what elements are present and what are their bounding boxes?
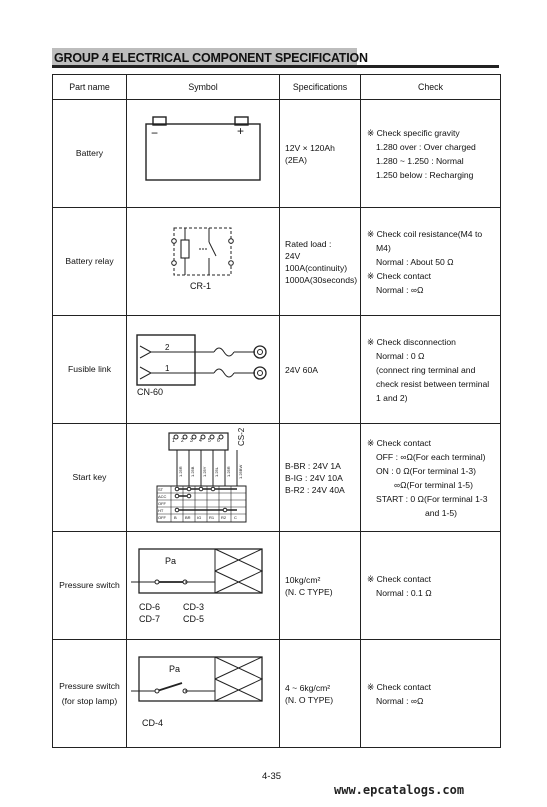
relay-label: CR-1 [190, 281, 212, 291]
wire-label: 1.25BW [238, 464, 243, 479]
connector-label: CD-5 [183, 614, 205, 624]
col-r1-label: R1 [209, 515, 215, 520]
col-ig-label: IG [197, 515, 202, 520]
connector-label: CD-3 [183, 602, 205, 612]
symbol-cell [127, 640, 280, 748]
pin-6-label: 6 [217, 438, 220, 444]
part-name-cell: Start key [53, 424, 127, 532]
wire-label: 1.25R [226, 466, 231, 477]
table-header-row [53, 75, 501, 100]
battery-relay-symbol [127, 208, 280, 315]
specifications-cell: 12V × 120Ah (2EA) [280, 100, 361, 208]
fusible-link-symbol [127, 316, 280, 423]
pos-off-label: OFF [158, 501, 166, 506]
table-row [53, 424, 501, 532]
terminal-1-label: 1 [165, 364, 170, 373]
wire-label: 1.25Y [202, 466, 207, 477]
pressure-label: Pa [165, 556, 177, 566]
terminal-2-label: 2 [165, 343, 170, 352]
table-row [53, 640, 501, 748]
start-key-connector-label: CS-2 [237, 427, 246, 446]
part-name-cell: Battery relay [53, 208, 127, 316]
specifications-cell: 10kg/cm² (N. C TYPE) [280, 532, 361, 640]
battery-plus-mark: + [237, 124, 245, 138]
battery-minus-mark: − [151, 126, 159, 140]
symbol-cell [127, 532, 280, 640]
pressure-switch-no-symbol [127, 640, 280, 747]
part-name-cell: Pressure switch [53, 532, 127, 640]
check-cell: ※ Check contact Normal : 0.1 Ω [361, 532, 501, 640]
specifications-cell: Rated load : 24V 100A(continuity) 1000A(30seconds) [280, 208, 361, 316]
symbol-cell [127, 100, 280, 208]
check-cell: ※ Check coil resistance(M4 to M4) Normal : About 50 Ω ※ Check contact Normal : ∞Ω [361, 208, 501, 316]
pin-5-label: 5 [208, 438, 211, 444]
specifications-cell: 4 ~ 6kg/cm² (N. O TYPE) [280, 640, 361, 748]
check-cell: ※ Check specific gravity 1.280 over : Over charged 1.280 ~ 1.250 : Normal 1.250 below : Recharging [361, 100, 501, 208]
pin-2-label: 2 [181, 438, 184, 444]
part-name-cell: Pressure switch (for stop lamp) [53, 640, 127, 748]
connector-label: CD-6 [139, 602, 161, 612]
check-cell: ※ Check contact Normal : ∞Ω [361, 640, 501, 748]
wire-label: 1.25R [178, 466, 183, 477]
pos-st-label: ST [158, 487, 164, 492]
specifications-cell: B-BR : 24V 1A B-IG : 24V 10A B-R2 : 24V 40A [280, 424, 361, 532]
part-name-cell: Battery [53, 100, 127, 208]
header-specifications: Specifications [280, 75, 361, 100]
header-part-name: Part name [53, 75, 127, 100]
pos-acc-label: ACC [158, 494, 167, 499]
header-check: Check [361, 75, 501, 100]
battery-symbol [127, 100, 280, 207]
specifications-cell: 24V 60A [280, 316, 361, 424]
wire-label: 1.25B [190, 466, 195, 477]
symbol-cell [127, 316, 280, 424]
watermark-text: www.epcatalogs.com [334, 783, 465, 797]
col-b-label: B [174, 515, 177, 520]
table-row [53, 100, 501, 208]
col-br-label: BR [185, 515, 191, 520]
pin-4-label: 4 [199, 438, 202, 444]
page-number: 4-35 [262, 771, 282, 782]
col-c-label: C [234, 515, 237, 520]
pos-ht-label: HT [158, 508, 164, 513]
fusible-link-label: CN-60 [137, 387, 164, 397]
pin-3-label: 3 [190, 438, 193, 444]
part-name-cell: Fusible link [53, 316, 127, 424]
table-row [53, 532, 501, 640]
col-r2-label: R2 [221, 515, 227, 520]
pressure-label: Pa [169, 664, 181, 674]
pos-off2-label: OFF [158, 515, 166, 520]
symbol-cell [127, 208, 280, 316]
wire-label: 1.25L [214, 466, 219, 477]
group-title: GROUP 4 ELECTRICAL COMPONENT SPECIFICATION [52, 48, 499, 68]
header-symbol: Symbol [127, 75, 280, 100]
connector-label: CD-4 [142, 718, 164, 728]
spec-table [52, 74, 501, 748]
pressure-switch-nc-symbol [127, 532, 280, 639]
start-key-symbol [127, 424, 280, 531]
check-cell: ※ Check disconnection Normal : 0 Ω (connect ring terminal and check resist between terminal 1 and 2) [361, 316, 501, 424]
table-row [53, 316, 501, 424]
pin-1-label: 1 [172, 438, 175, 444]
connector-label: CD-7 [139, 614, 161, 624]
table-row [53, 208, 501, 316]
symbol-cell [127, 424, 280, 532]
check-cell: ※ Check contact OFF : ∞Ω(For each terminal) ON : 0 Ω(For terminal 1-3) ∞Ω(For terminal 1-5) START : 0 Ω(For terminal 1-3 and 1-5) [361, 424, 501, 532]
